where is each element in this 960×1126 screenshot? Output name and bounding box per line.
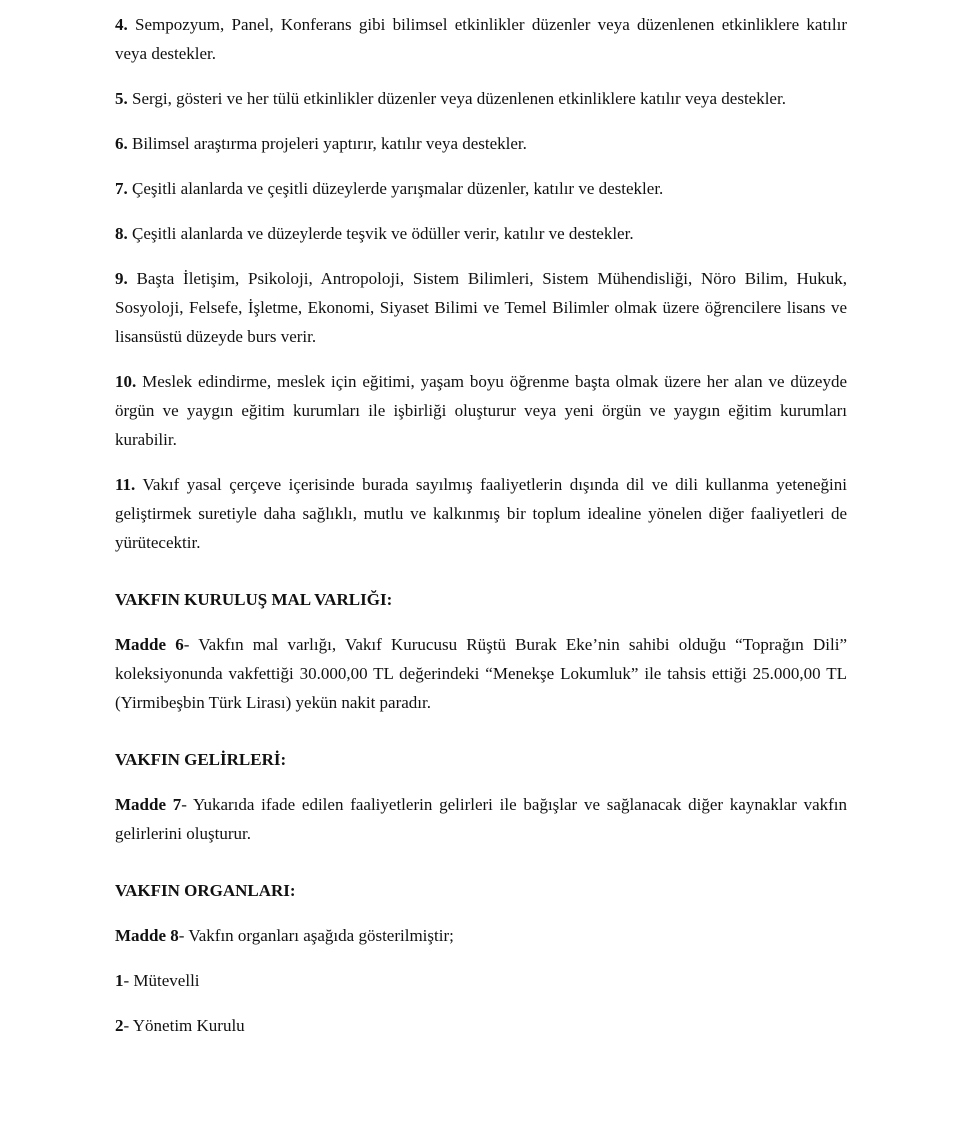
item-text: - Mütevelli — [123, 971, 200, 990]
section-heading-organlar: VAKFIN ORGANLARI: — [115, 881, 296, 900]
article-text: - Yukarıda ifade edilen faaliyetlerin gelirleri ile bağışlar ve sağlanacak diğer kaynaklar vakfın gelirlerini oluşturur. — [115, 795, 847, 843]
item-text: Çeşitli alanlarda ve düzeylerde teşvik ve ödüller verir, katılır ve destekler. — [127, 224, 634, 243]
item-text: Sempozyum, Panel, Konferans gibi bilimsel etkinlikler düzenler veya düzenlenen etkinliklere katılır veya destekler. — [115, 15, 847, 63]
item-number: 9. — [115, 269, 128, 288]
item-text: Vakıf yasal çerçeve içerisinde burada sayılmış faaliyetlerin dışında dil ve dili kullanma yeteneğini geliştirmek suretiyle daha sağlıklı, mutlu ve kalkınmış bir toplum idealine yönelen diğer faaliyetleri de yürütecektir. — [115, 475, 847, 552]
document-page — [115, 10, 847, 1056]
item-text: Meslek edindirme, meslek için eğitimi, yaşam boyu öğrenme başta olmak üzere her alan ve düzeyde örgün ve yaygın eğitim kurumları ile işbirliği oluşturur veya yeni örgün ve yaygın eğitim kurumları kurabilir. — [115, 372, 847, 449]
item-number: 2 — [115, 1016, 124, 1035]
organ-item-mutevelli — [115, 966, 847, 995]
article-6 — [115, 630, 847, 717]
item-text: Bilimsel araştırma projeleri yaptırır, katılır veya destekler. — [127, 134, 527, 153]
list-item — [115, 10, 847, 68]
organ-item-yonetim-kurulu — [115, 1011, 847, 1040]
item-number: 6. — [115, 134, 128, 153]
article-8 — [115, 921, 847, 950]
list-item — [115, 129, 847, 158]
list-item — [115, 470, 847, 557]
article-label: Madde 8 — [115, 926, 179, 945]
item-text: - Yönetim Kurulu — [123, 1016, 245, 1035]
item-text: Sergi, gösteri ve her tülü etkinlikler düzenler veya düzenlenen etkinliklere katılır veya destekler. — [127, 89, 786, 108]
item-number: 5. — [115, 89, 128, 108]
item-number: 11. — [115, 475, 136, 494]
article-label: Madde 7 — [115, 795, 182, 814]
item-number: 4. — [115, 15, 128, 34]
article-text: - Vakfın organları aşağıda gösterilmiştir; — [178, 926, 454, 945]
list-item — [115, 219, 847, 248]
section-heading-gelirler: VAKFIN GELİRLERİ: — [115, 750, 287, 769]
article-7 — [115, 790, 847, 848]
item-text: Başta İletişim, Psikoloji, Antropoloji, Sistem Bilimleri, Sistem Mühendisliği, Nöro Bilim, Hukuk, Sosyoloji, Felsefe, İşletme, Ekonomi, Siyaset Bilimi ve Temel Bilimler olmak üzere öğrencilere lisans ve lisansüstü düzeyde burs verir. — [115, 269, 847, 346]
item-number: 8. — [115, 224, 128, 243]
item-number: 10. — [115, 372, 137, 391]
article-label: Madde 6 — [115, 635, 184, 654]
article-text: - Vakfın mal varlığı, Vakıf Kurucusu Rüştü Burak Eke’nin sahibi olduğu “Toprağın Dili” koleksiyonunda vakfettiği 30.000,00 TL değerindeki “Menekşe Lokumluk” ile tahsis ettiği 25.000,00 TL (Yirmibeşbin Türk Lirası) yekün nakit paradır. — [115, 635, 847, 712]
list-item — [115, 264, 847, 351]
section-heading-mal-varligi: VAKFIN KURULUŞ MAL VARLIĞI: — [115, 590, 393, 609]
list-item — [115, 174, 847, 203]
list-item — [115, 367, 847, 454]
item-number: 1 — [115, 971, 124, 990]
item-number: 7. — [115, 179, 128, 198]
item-text: Çeşitli alanlarda ve çeşitli düzeylerde yarışmalar düzenler, katılır ve destekler. — [127, 179, 664, 198]
list-item — [115, 84, 847, 113]
